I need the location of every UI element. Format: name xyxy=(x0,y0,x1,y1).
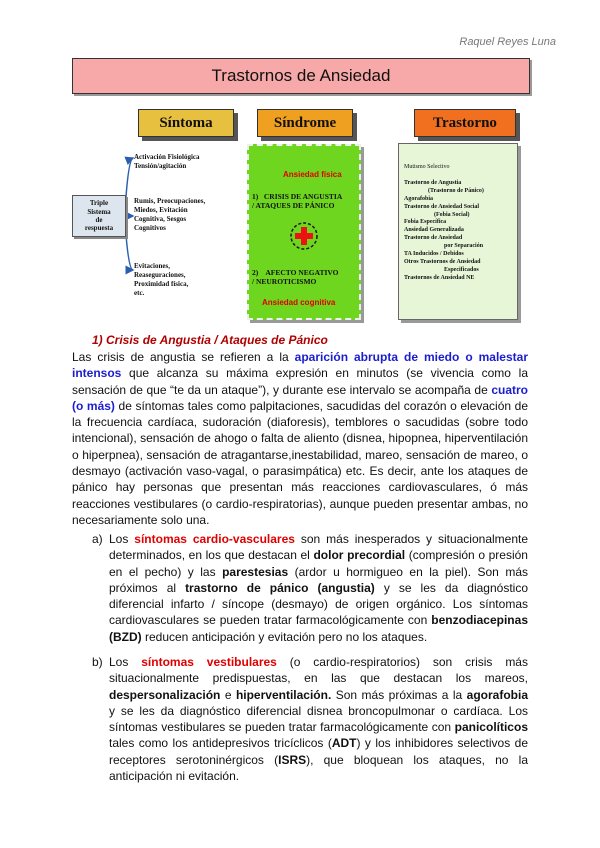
p1-text: Las crisis de angustia se refieren a la xyxy=(72,350,295,364)
trastorno-item: Trastornos de Ansiedad NE xyxy=(404,274,475,281)
list-item-body xyxy=(109,654,528,784)
symptom-line: Activación Fisiológica xyxy=(134,153,200,161)
a-bold: benzodiacepinas (BZD) xyxy=(109,613,528,644)
b-bold: ISRS xyxy=(278,752,307,767)
a-bold: trastorno de pánico (angustia) xyxy=(185,580,375,595)
b-text: ) y los inhibidores selectivos de receptores serotoninérgicos ( xyxy=(109,736,528,767)
b-bold: agorafobia xyxy=(466,687,529,702)
trastorno-item: por Separación xyxy=(444,243,484,250)
arrow-to-behavioral xyxy=(125,220,133,270)
syndrome-1 xyxy=(252,192,342,211)
symptom-line: Rumis, Preocupaciones, xyxy=(134,197,206,205)
symptom-line: Proximidad física, xyxy=(134,280,189,289)
diagram-title: Trastornos de Ansiedad xyxy=(72,58,530,94)
list-item-b xyxy=(92,654,528,784)
syndrome-1-num: 1) xyxy=(252,192,259,201)
b-bold: hiperventilación. xyxy=(235,687,332,702)
trastorno-box xyxy=(398,143,518,320)
a-text: y se les da diagnóstico diferencial infarto / síncope (desmayo) de origen orgánico. Los síntomas cardiovasculares se pueden tratar farmacológicamente con xyxy=(109,580,528,628)
symptom-line: etc. xyxy=(134,289,145,298)
triple-line: de xyxy=(95,216,103,224)
a-red: síntomas cardio-vasculares xyxy=(134,532,295,546)
trastorno-item: Trastorno de Ansiedad Social xyxy=(404,203,480,210)
header-sintoma: Síntoma xyxy=(138,109,234,137)
symptom-group-behavioral xyxy=(134,262,188,298)
symptom-line: Cognitivos xyxy=(134,224,166,233)
a-bold: parestesias xyxy=(222,564,289,579)
symptom-line: Miedos, Evitación xyxy=(134,206,188,215)
b-red: síntomas vestibulares xyxy=(141,655,277,669)
symptom-group-physiological xyxy=(134,153,200,171)
trastorno-item: Trastorno de Ansiedad xyxy=(404,235,463,242)
trastorno-list xyxy=(404,164,484,283)
b-text: Son más próximas a la xyxy=(331,687,467,702)
syndrome-2-num: 2) xyxy=(252,268,259,277)
triple-line: respuesta xyxy=(84,224,114,233)
b-bold: despersonalización xyxy=(109,687,221,702)
b-text: tales como los antidepresivos tricíclicos ( xyxy=(109,736,332,751)
trastorno-item: Especificados xyxy=(444,266,479,273)
symptom-line: Evitaciones, xyxy=(134,262,170,270)
symptom-line: Reaseguraciones, xyxy=(134,271,186,280)
a-text: son más inesperados y situacionalmente determinados, en los que destacan el xyxy=(109,532,529,563)
b-bold: ADT xyxy=(331,736,357,751)
trastorno-item: (Trastorno de Pánico) xyxy=(428,187,484,194)
triple-line: Sistema xyxy=(87,207,111,216)
p1-text: que alcanza su máxima expresión en minutos (se vivencia como la sensación de que “te da un ataque”), y durante ese intervalo se acompaña de xyxy=(72,366,528,397)
symptom-line: Cognitiva, Sesgos xyxy=(134,215,187,224)
trastorno-item: Fobia Específica xyxy=(404,219,447,226)
b-text: e xyxy=(220,687,236,702)
ansiedad-cognitiva-label: Ansiedad cognitiva xyxy=(262,298,336,307)
trastorno-spacer xyxy=(404,172,484,180)
trastorno-item: Mutismo Selectivo xyxy=(404,164,450,170)
a-text: (ardor u hormigueo en la piel). Son más próximos al xyxy=(109,564,528,595)
triple-line: Triple xyxy=(89,199,109,208)
a-text: (compresión o presión en el pecho) y las xyxy=(109,548,528,579)
list-item-a xyxy=(92,531,528,645)
symptom-group-cognitive xyxy=(134,197,205,233)
symptom-line: Tensión/agitación xyxy=(134,162,187,171)
list-item-body xyxy=(109,531,528,645)
trastorno-item: TA Inducidos / Debidos xyxy=(404,251,464,258)
medical-cross-icon xyxy=(289,221,319,251)
trastorno-item: (Fobia Social) xyxy=(434,211,470,218)
b-bold: panicolíticos xyxy=(454,720,528,735)
syndrome-1-line2: / ATAQUES DE PÁNICO xyxy=(252,201,335,211)
b-text: (o cardio-respiratorios) son crisis más situacionalmente predispuestas, en las que destacan los mareos, xyxy=(109,655,528,686)
header-sindrome: Síndrome xyxy=(257,109,353,137)
syndrome-2 xyxy=(252,268,338,287)
author-name: Raquel Reyes Luna xyxy=(459,36,556,48)
p1-highlight-2: cuatro (o más) xyxy=(72,382,528,413)
b-text: y se les da diagnóstico diferencial disnea broncopulmonar o cardíaca. Los síntomas vestibulares se pueden tratar farmacológicamente con xyxy=(109,703,528,735)
triple-sistema-box xyxy=(72,195,126,237)
a-text: Los xyxy=(109,532,135,546)
list-label: b) xyxy=(92,655,103,669)
trastorno-item: Trastorno de Angustia xyxy=(404,179,462,186)
trastorno-item: Ansiedad Generalizada xyxy=(404,227,464,234)
arrow-to-physiological xyxy=(125,158,133,212)
intro-paragraph xyxy=(72,349,528,528)
a-bold: dolor precordial xyxy=(313,548,406,563)
b-text: Los xyxy=(109,655,142,669)
trastorno-item: Agorafobia xyxy=(404,195,433,202)
ansiedad-fisica-label: Ansiedad física xyxy=(283,170,342,179)
syndrome-1-line1: CRISIS DE ANGUSTIA xyxy=(263,192,343,201)
trastorno-item: Otros Trastornos de Ansiedad xyxy=(404,258,481,265)
list-label: a) xyxy=(92,532,103,546)
section-heading: 1) Crisis de Angustia / Ataques de Pánico xyxy=(92,333,328,347)
p1-text: de síntomas tales como palpitaciones, sacudidas del corazón o elevación de la frecuencia cardíaca, sudoración (diaforesis), temblores o sacudidas (sobre todo intencional), sensación de ahogo o falta de aliento (disnea, hipopnea, hiperventilación o hiperpnea), sensación de atragantarse,inestabilidad, mareo, sensación de mareo, o desmayo (activación vaso-vagal, o parasimpática) etc. Es decir, ante los ataques de pánico hay personas que presentan más reacciones cardiovasculares, ó más reacciones vestibulares (o cardio-respiratorias), aunque pueden presentar ambas, no necesariamente solo una. xyxy=(72,398,528,527)
syndrome-2-line1: AFECTO NEGATIVO xyxy=(265,268,339,277)
b-text: ), que bloquean los ataques, no la anticipación ni evitación. xyxy=(109,752,528,784)
syndrome-2-line2: / NEUROTICISMO xyxy=(252,277,317,287)
header-trastorno: Trastorno xyxy=(414,109,516,137)
a-text: reducen anticipación y evitación pero no los ataques. xyxy=(141,629,428,644)
sindrome-box xyxy=(247,144,361,320)
p1-highlight-1: aparición abrupta de miedo o malestar intensos xyxy=(72,350,528,381)
